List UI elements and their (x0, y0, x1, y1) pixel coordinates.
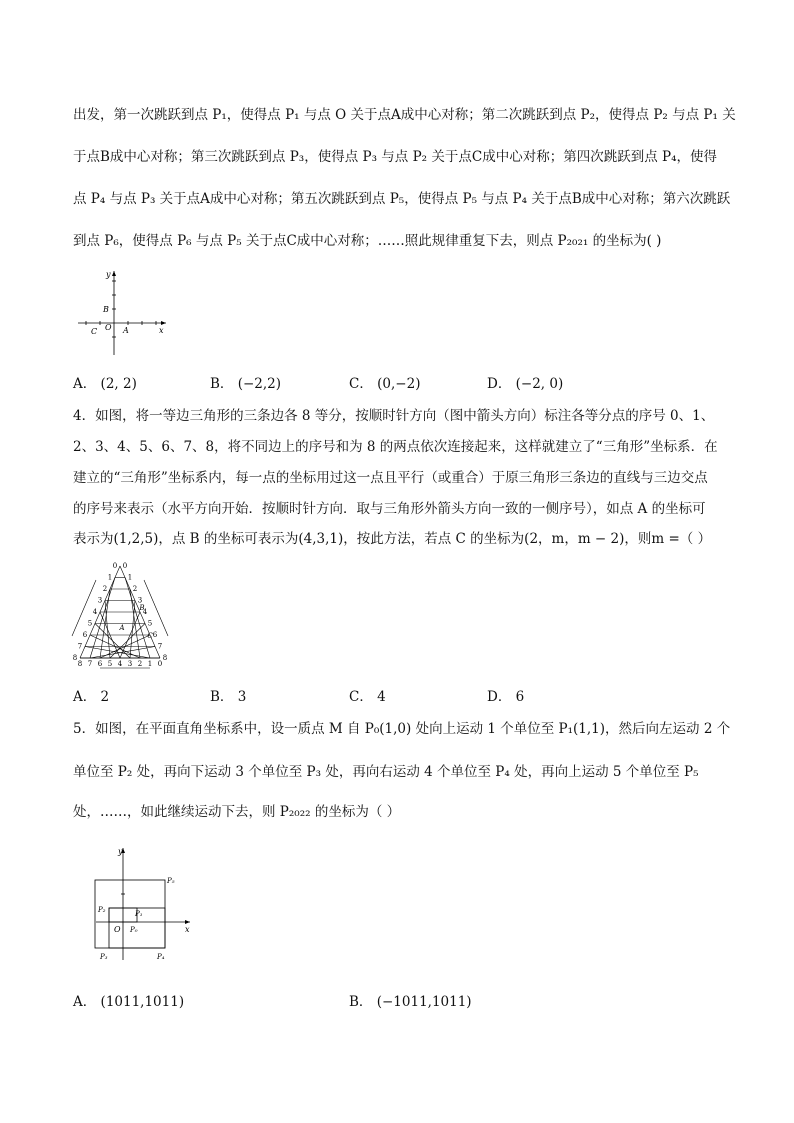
left-tick-label: 2 (102, 585, 108, 593)
bottom-tick-label: 5 (107, 660, 113, 668)
q3-option-d[interactable]: D． (−2, 0) (487, 376, 564, 392)
q5-text-line-1: 5．如图，在平面直角坐标系中，设一质点 M 自 P₀(1,0) 处向上运动 1 个单位至 P₁(1,1)，然后向左运动 2 个 (73, 721, 731, 737)
q3-text-line-1: 出发，第一次跳跃到点 P₁，使得点 P₁ 与点 O 关于点A成中心对称；第二次跳跃到点 P₂，使得点 P₂ 与点 P₁ 关 (73, 107, 736, 123)
q5-text-line-3: 处，……，如此继续运动下去，则 P₂₀₂₂ 的坐标为（ ） (73, 804, 401, 820)
right-tick-label: 8 (162, 654, 168, 662)
q3-option-c[interactable]: C． (0,−2) (349, 376, 421, 392)
q4-option-b[interactable]: B． 3 (210, 689, 247, 705)
grid-line (130, 601, 135, 659)
q5-label-p1: P₁ (135, 910, 143, 918)
q5-option-a[interactable]: A． (1011,1011) (73, 994, 185, 1010)
q3-text-line-3: 点 P₄ 与点 P₃ 关于点A成中心对称；第五次跳跃到点 P₅，使得点 P₅ 与点 P₄ 关于点B成中心对称；第六次跳跃 (73, 191, 731, 207)
q4-text-line-1: 4．如图，将一等边三角形的三条边各 8 等分，按顺时针方向（图中箭头方向）标注各等分点的序号 0、1、 (73, 408, 715, 424)
grid-line (125, 578, 153, 659)
q4-point-a: A (119, 624, 125, 632)
left-tick-label: 3 (97, 596, 103, 605)
left-tick-label: 0 (112, 562, 118, 570)
q4-text-line-5: 表示为(1,2,5)，点 B 的坐标可表示为(4,3,1)，按此方法，若点 C 的坐标为(2，m，m − 2)，则m =（ ） (73, 531, 712, 547)
right-tick-label: 5 (147, 619, 153, 628)
q3-option-a[interactable]: A． (2, 2) (73, 376, 137, 392)
q3-coordinate-figure (70, 265, 175, 360)
q5-label-p5: P₅ (167, 877, 175, 885)
grid-line (85, 647, 150, 659)
left-tick-label: 8 (72, 654, 78, 662)
q3-point-a: A (123, 326, 129, 335)
bottom-tick-label: 3 (127, 660, 133, 668)
q4-text-line-3: 建立的“三角形”坐标系内，每一点的坐标用过这一点且平行（或重合）于原三角形三条边的直线与三边交点 (73, 470, 708, 486)
q3-x-label: x (159, 326, 164, 335)
q3-y-label: y (106, 270, 111, 279)
bottom-tick-label: 2 (137, 660, 143, 668)
left-tick-label: 1 (107, 573, 113, 582)
bottom-tick-label: 7 (87, 660, 93, 668)
q3-origin-o: O (105, 323, 112, 332)
q5-label-p4: P₄ (157, 953, 165, 961)
left-tick-label: 5 (87, 619, 93, 628)
bottom-tick-label: 6 (97, 660, 103, 668)
grid-line (95, 624, 130, 659)
right-tick-label: 1 (127, 573, 133, 582)
q4-text-line-2: 2、3、4、5、6、7、8，将不同边上的序号和为 8 的两点依次连接起来，这样就建立了“三角形”坐标系．在 (73, 439, 718, 455)
left-tick-label: 6 (82, 631, 88, 639)
right-tick-label: 3 (137, 596, 143, 605)
bottom-tick-label: 0 (157, 660, 163, 668)
q5-spiral-figure (90, 840, 205, 965)
q4-triangle-grid-figure (70, 558, 180, 670)
right-tick-label: 2 (132, 585, 138, 593)
q5-origin-o: O (114, 925, 121, 934)
q5-label-p0: P₀ (130, 926, 138, 934)
q4-text-line-4: 的序号来表示（水平方向开始．按顺时针方向．取与三角形外箭头方向一致的一侧序号），如点 A 的坐标可 (73, 501, 706, 517)
q5-label-p2: P₂ (98, 906, 106, 914)
q3-point-b: B (103, 305, 109, 314)
q3-text-line-4: 到点 P₆，使得点 P₆ 与点 P₅ 关于点C成中心对称；……照此规律重复下去，则点 P₂₀₂₁ 的坐标为( ) (73, 233, 662, 249)
q5-y-label: y (118, 847, 123, 856)
bottom-tick-label: 4 (117, 660, 123, 668)
bottom-tick-label: 1 (147, 660, 153, 668)
q4-option-d[interactable]: D． 6 (487, 689, 525, 705)
right-tick-label: 4 (142, 608, 148, 616)
q3-point-c: C (91, 327, 98, 336)
q5-text-line-2: 单位至 P₂ 处，再向下运动 3 个单位至 P₃ 处，再向右运动 4 个单位至 P₄ 处，再向上运动 5 个单位至 P₅ (73, 764, 699, 780)
q4-point-c: C (147, 632, 153, 640)
bottom-tick-label: 8 (77, 660, 83, 668)
left-tick-label: 4 (92, 608, 98, 616)
right-tick-label: 0 (122, 562, 128, 570)
right-tick-label: 6 (152, 631, 158, 639)
right-tick-label: 7 (157, 642, 163, 651)
q5-label-p3: P₃ (100, 953, 108, 961)
q4-option-a[interactable]: A． 2 (73, 689, 110, 705)
q3-text-line-2: 于点B成中心对称；第三次跳跃到点 P₃，使得点 P₃ 与点 P₂ 关于点C成中心对称；第四次跳跃到点 P₄，使得 (73, 149, 717, 165)
q4-option-c[interactable]: C． 4 (349, 689, 386, 705)
arrow-right-side (144, 580, 168, 636)
q5-x-label: x (185, 925, 190, 934)
left-tick-label: 7 (77, 642, 83, 651)
q4-point-b: B (139, 604, 145, 612)
q3-option-b[interactable]: B． (−2,2) (210, 376, 282, 392)
q5-option-b[interactable]: B． (−1011,1011) (349, 994, 472, 1010)
